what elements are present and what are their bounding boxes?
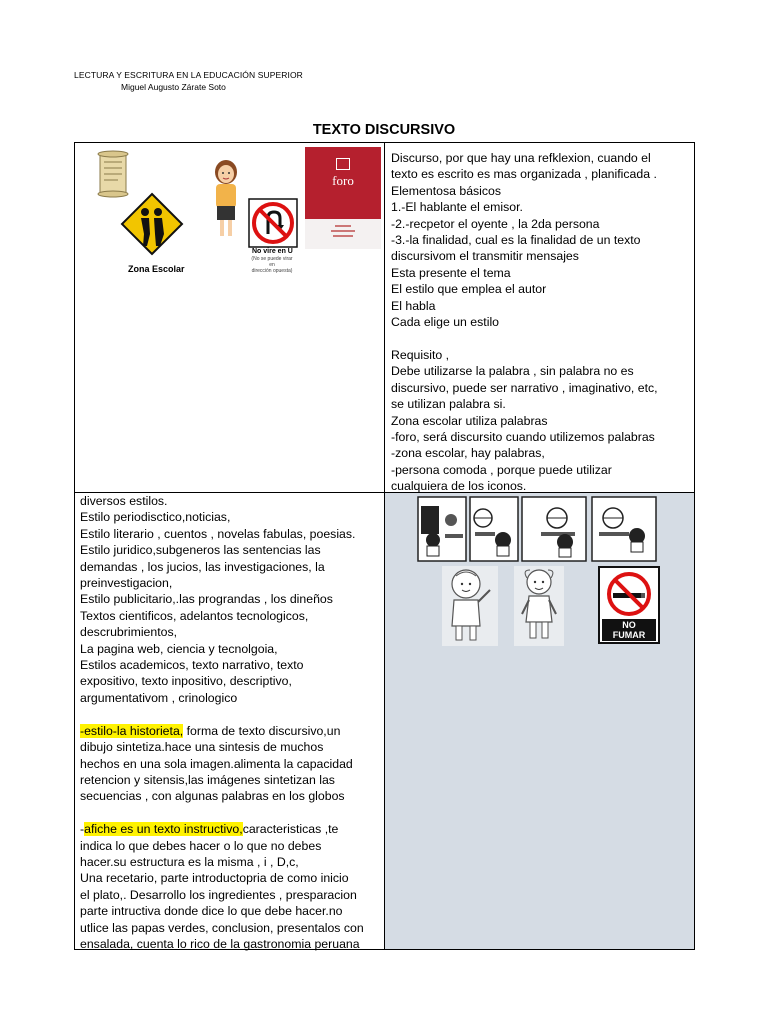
comic-strip bbox=[417, 496, 659, 562]
comic-panel-2 bbox=[469, 496, 519, 562]
no-smoking-label-line2: FUMAR bbox=[612, 630, 646, 640]
no-smoking-label-line1: NO bbox=[622, 620, 636, 630]
discourse-elements-text: Discurso, por que hay una refklexion, cuando el texto es escrito es mas organizada , planificada . Elementosa básicos 1.-El hablante el emisor. -2.-recpetor el oyente , la 2da persona -3.-la finalidad, cual es la finalidad de un texto discursivom el transmitir mensajes Esta presente el tema El estilo que emplea el autor El habla Cada elige un estilo Requisito , Debe utilizarse la palabra , sin palabra no es discursivo, puede ser narrativo , imaginativo, etc, se utilizan palabra si. Zona escolar utiliza palabras -foro, será discursito cuando utilizemos palabras -zona escolar, hay palabras, -persona comoda , porque puede utilizar cualquiera de los iconos. bbox=[391, 151, 658, 494]
comic-panel-3 bbox=[521, 496, 587, 562]
comic-highlight: -estilo-la historieta, bbox=[80, 723, 184, 738]
foro-logo-mark bbox=[336, 158, 350, 170]
no-u-turn-label: No vire en U bbox=[252, 248, 293, 255]
styles-list: diversos estilos. Estilo periodisctico,noticias, Estilo literario , cuentos , novelas fabulas, poesias. Estilo juridico,subgeneros las sentencias las demandas , los jucios, las investigaciones, la preinvestigacion, Estilo publicitario,.las prograndas , los dineños Textos cientificos, adelantos tecnologicos, descrubrimientos, La pagina web, ciencia y tecnolgoia, Estilos academicos, texto narrativo, texto expositivo, texto inpositivo, descriptivo, argumentativom , crinologico bbox=[80, 494, 356, 705]
poster-highlight: afiche es un texto instructivo, bbox=[84, 822, 243, 837]
foro-book-cover bbox=[305, 147, 381, 219]
poster-description: caracteristicas ,te indica lo que debes hacer o lo que no debes hacer.su estructura es la misma , i , D,c, Una recetario, parte introductopria de como inicio el plato,. Desarrollo los ingredientes , presparacion parte intructiva donde dice lo que debe hacer.no utlice las papas verdes, conclusion, presentalos con ensalada, cuenta lo rico de la gastronomia peruana bbox=[80, 822, 364, 951]
school-zone-sign-icon bbox=[120, 192, 184, 264]
no-u-turn-sign-icon bbox=[248, 198, 298, 248]
comic-panel-1 bbox=[417, 496, 467, 562]
child-figure-2-icon bbox=[514, 566, 564, 646]
comic-description: forma de texto discursivo,un dibujo sintetiza.hace una sintesis de muchos hechos en una sola imagen.alimenta la capacidad retencion y sitensis,las imágenes sintetizan las secuencias , con algunas palabras en los globos bbox=[80, 723, 353, 804]
foro-logo-text: foro bbox=[332, 173, 354, 188]
page-title: TEXTO DISCURSIVO bbox=[312, 122, 456, 138]
header-course-title: LECTURA Y ESCRITURA EN LA EDUCACIÓN SUPERIOR bbox=[74, 70, 303, 80]
school-zone-label: Zona Escolar bbox=[128, 264, 185, 274]
discourse-styles-text bbox=[80, 493, 380, 952]
foro-footer-line bbox=[333, 235, 353, 237]
no-u-turn-sublabel: (No se puede virar en dirección opuesta) bbox=[251, 256, 293, 274]
foro-footer-line bbox=[335, 225, 351, 227]
foro-footer-line bbox=[331, 230, 355, 232]
table-column-divider bbox=[384, 142, 385, 950]
comic-panel-4 bbox=[591, 496, 657, 562]
woman-figure-icon bbox=[206, 158, 246, 240]
foro-book-footer bbox=[305, 219, 381, 249]
poster-prefix: - bbox=[80, 822, 85, 837]
scroll-icon bbox=[94, 150, 134, 198]
child-figure-1-icon bbox=[442, 566, 498, 646]
header-author: Miguel Augusto Zárate Soto bbox=[121, 82, 226, 92]
